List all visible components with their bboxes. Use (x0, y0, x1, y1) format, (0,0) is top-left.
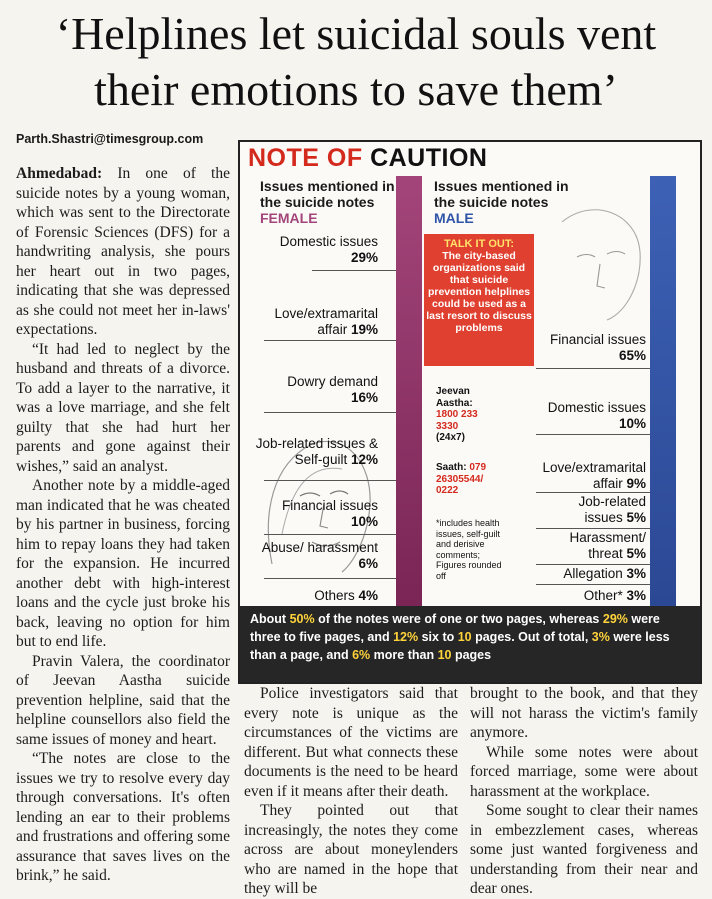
talk-it-out-callout: TALK IT OUT: The city-based organizations said that suicide prevention helplines could be used as a last resort to discuss problems (424, 234, 534, 366)
pages-summary-bar: About 50% of the notes were of one or two pages, whereas 29% were three to five pages, and 12% six to 10 pages. Out of total, 3% were less than a page, and 6% more than 10 pages (240, 606, 700, 682)
paragraph-1: Ahmedabad: In one of the suicide notes by a young woman, which was sent to the Directorate of Forensic Sciences (DFS) for a handwriting analysis, she pours her heart out in two pages, indicating that she was depressed as she could not meet her in-laws' expectations. (16, 165, 230, 338)
female-tick (264, 534, 396, 535)
paragraph-5: “The notes are close to the issues we try to resolve every day through conversations. It's often lending an ear to their problems and frustrations and offering some assurance that saves lives on the brink,” he said. (16, 750, 230, 884)
female-item: Financial issues 10% (281, 498, 378, 529)
female-column-heading: Issues mentioned in the suicide notes FEMALE (260, 178, 395, 226)
male-tick (536, 368, 650, 369)
paragraph-2: “It had led to neglect by the husband and threats of a divorce. To add a layer to the narrative, it was a love marriage, and she felt guilty that she had hurt her parents and gone against their wishes,” said an analyst. (16, 340, 230, 475)
male-tick (536, 434, 650, 435)
female-tick (264, 480, 396, 481)
male-tick (536, 564, 650, 565)
female-item: Abuse/ harassment 6% (261, 540, 378, 571)
byline[interactable]: Parth.Shastri@timesgroup.com (16, 132, 204, 146)
male-tick (536, 528, 650, 529)
male-column-heading: Issues mentioned in the suicide notes MALE (434, 178, 569, 226)
male-item: Job-related issues 5% (578, 494, 646, 525)
paragraph-6: Police investigators said that every note is unique as the circumstances of the victims are different. But what connects these documents is the need to be heard even if it means after their death. (244, 685, 458, 800)
male-tick (536, 492, 650, 493)
paragraph-7: They pointed out that increasingly, the notes they come across are about moneylenders who are named in the hope that they will be (244, 802, 458, 897)
male-item: Financial issues 65% (549, 332, 646, 363)
saath-number[interactable]: 079 26305544/ 0222 (436, 462, 487, 496)
paragraph-10: Some sought to clear their names in embezzlement cases, whereas some just wanted forgiveness and understanding from their near and dear ones. (470, 802, 698, 897)
headline-line-1: ‘Helplines let suicidal souls vent (55, 8, 657, 59)
female-item: Job-related issues & Self-guilt 12% (255, 436, 378, 467)
article-column-4 (470, 684, 698, 899)
headline-line-2: their emotions to save them’ (94, 64, 618, 115)
male-item: Other* 3% (583, 588, 646, 603)
female-tick (312, 270, 396, 271)
male-item: Harassment/ threat 5% (569, 530, 646, 561)
male-item: Love/extramarital affair 9% (542, 460, 646, 491)
male-bar (650, 176, 676, 606)
female-item: Love/extramarital affair 19% (274, 306, 378, 337)
article-column-1 (16, 164, 230, 886)
footnote: *includes health issues, self-guilt and derisive comments; Figures rounded off (436, 518, 502, 581)
paragraph-9: While some notes were about forced marriage, some were about harassment at the workplace. (470, 743, 698, 800)
female-item: Dowry demand 16% (287, 374, 378, 405)
paragraph-4: Pravin Valera, the coordinator of Jeevan Aastha suicide prevention helpline, said that the helpline counsellors also field the same issues of money and heart. (16, 652, 230, 748)
male-tick (536, 584, 650, 585)
article-column-3 (244, 684, 458, 899)
male-item: Domestic issues 10% (547, 400, 646, 431)
jeevan-aastha-number[interactable]: 1800 233 3330 (436, 409, 478, 432)
note-of-caution-infographic (238, 140, 702, 684)
female-bar (396, 176, 422, 606)
paragraph-3: Another note by a middle-aged man indicated that he was cheated by his partner in business, forcing him to repay loans they had taken for the expansion. He incurred another debt with high-interest loans and the cycle just broke his back, leaving no option for him but to end life. (16, 477, 230, 650)
female-item: Domestic issues 29% (279, 234, 378, 265)
dateline: Ahmedabad: (16, 165, 103, 182)
infographic-title: NOTE OF CAUTION (248, 144, 488, 172)
female-tick (264, 412, 396, 413)
female-tick (264, 578, 396, 579)
female-tick (264, 340, 396, 341)
headline (0, 6, 712, 118)
female-item: Others 4% (314, 588, 378, 603)
saath-helpline: Saath: 079 26305544/ 0222 (436, 462, 487, 496)
jeevan-aastha-helpline: Jeevan Aastha: 1800 233 3330 (24x7) (436, 386, 492, 444)
paragraph-8: brought to the book, and that they will not harass the victim's family anymore. (470, 685, 698, 741)
male-item: Allegation 3% (563, 566, 646, 581)
